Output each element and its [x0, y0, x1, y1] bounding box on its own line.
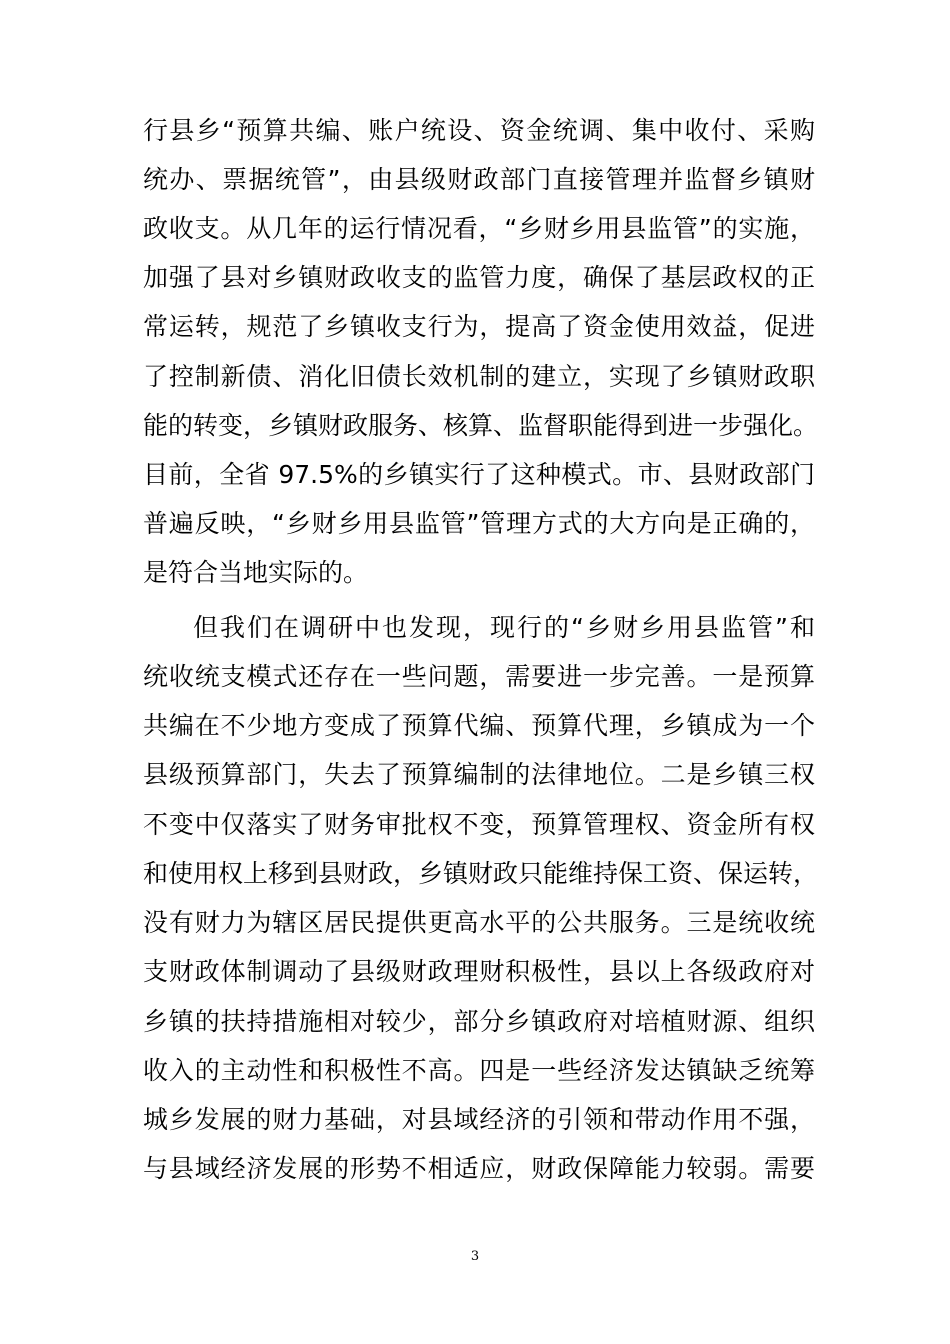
paragraph-1-line-8: 目前，全省 97.5%的乡镇实行了这种模式。市、县财政部门	[143, 460, 815, 489]
paragraph-2-line-8: 支财政体制调动了县级财政理财积极性，县以上各级政府对	[143, 957, 815, 986]
paragraph-2-line-5: 不变中仅落实了财务审批权不变，预算管理权、资金所有权	[143, 810, 815, 839]
page-number: 3	[470, 1249, 480, 1264]
paragraph-1-line-6: 了控制新债、消化旧债长效机制的建立，实现了乡镇财政职	[143, 362, 815, 391]
paragraph-2-line-12: 与县域经济发展的形势不相适应，财政保障能力较弱。需要	[143, 1154, 815, 1183]
paragraph-2-line-1: 但我们在调研中也发现，现行的“乡财乡用县监管”和	[193, 613, 815, 642]
paragraph-1-line-4: 加强了县对乡镇财政收支的监管力度，确保了基层政权的正	[143, 263, 815, 292]
paragraph-2-line-6: 和使用权上移到县财政，乡镇财政只能维持保工资、保运转，	[143, 859, 819, 888]
paragraph-1-line-10: 是符合当地实际的。	[143, 558, 369, 587]
paragraph-2-line-9: 乡镇的扶持措施相对较少，部分乡镇政府对培植财源、组织	[143, 1007, 815, 1036]
paragraph-1-line-5: 常运转，规范了乡镇收支行为，提高了资金使用效益，促进	[143, 312, 815, 341]
paragraph-1-line-9: 普遍反映，“乡财乡用县监管”管理方式的大方向是正确的，	[143, 509, 815, 538]
paragraph-2-line-3: 共编在不少地方变成了预算代编、预算代理，乡镇成为一个	[143, 711, 815, 740]
paragraph-1-line-3: 政收支。从几年的运行情况看，“乡财乡用县监管”的实施，	[143, 214, 815, 243]
paragraph-1-line-7: 能的转变，乡镇财政服务、核算、监督职能得到进一步强化。	[143, 411, 819, 440]
paragraph-1-line-2: 统办、票据统管”，由县级财政部门直接管理并监督乡镇财	[143, 165, 815, 194]
paragraph-1-line-1: 行县乡“预算共编、账户统设、资金统调、集中收付、采购	[143, 116, 815, 145]
paragraph-2-line-7: 没有财力为辖区居民提供更高水平的公共服务。三是统收统	[143, 908, 815, 937]
paragraph-2-line-10: 收入的主动性和积极性不高。四是一些经济发达镇缺乏统筹	[143, 1056, 815, 1085]
paragraph-2-line-2: 统收统支模式还存在一些问题，需要进一步完善。一是预算	[143, 662, 815, 691]
paragraph-2-line-11: 城乡发展的财力基础，对县域经济的引领和带动作用不强，	[143, 1105, 815, 1134]
paragraph-2-line-4: 县级预算部门，失去了预算编制的法律地位。二是乡镇三权	[143, 760, 815, 789]
